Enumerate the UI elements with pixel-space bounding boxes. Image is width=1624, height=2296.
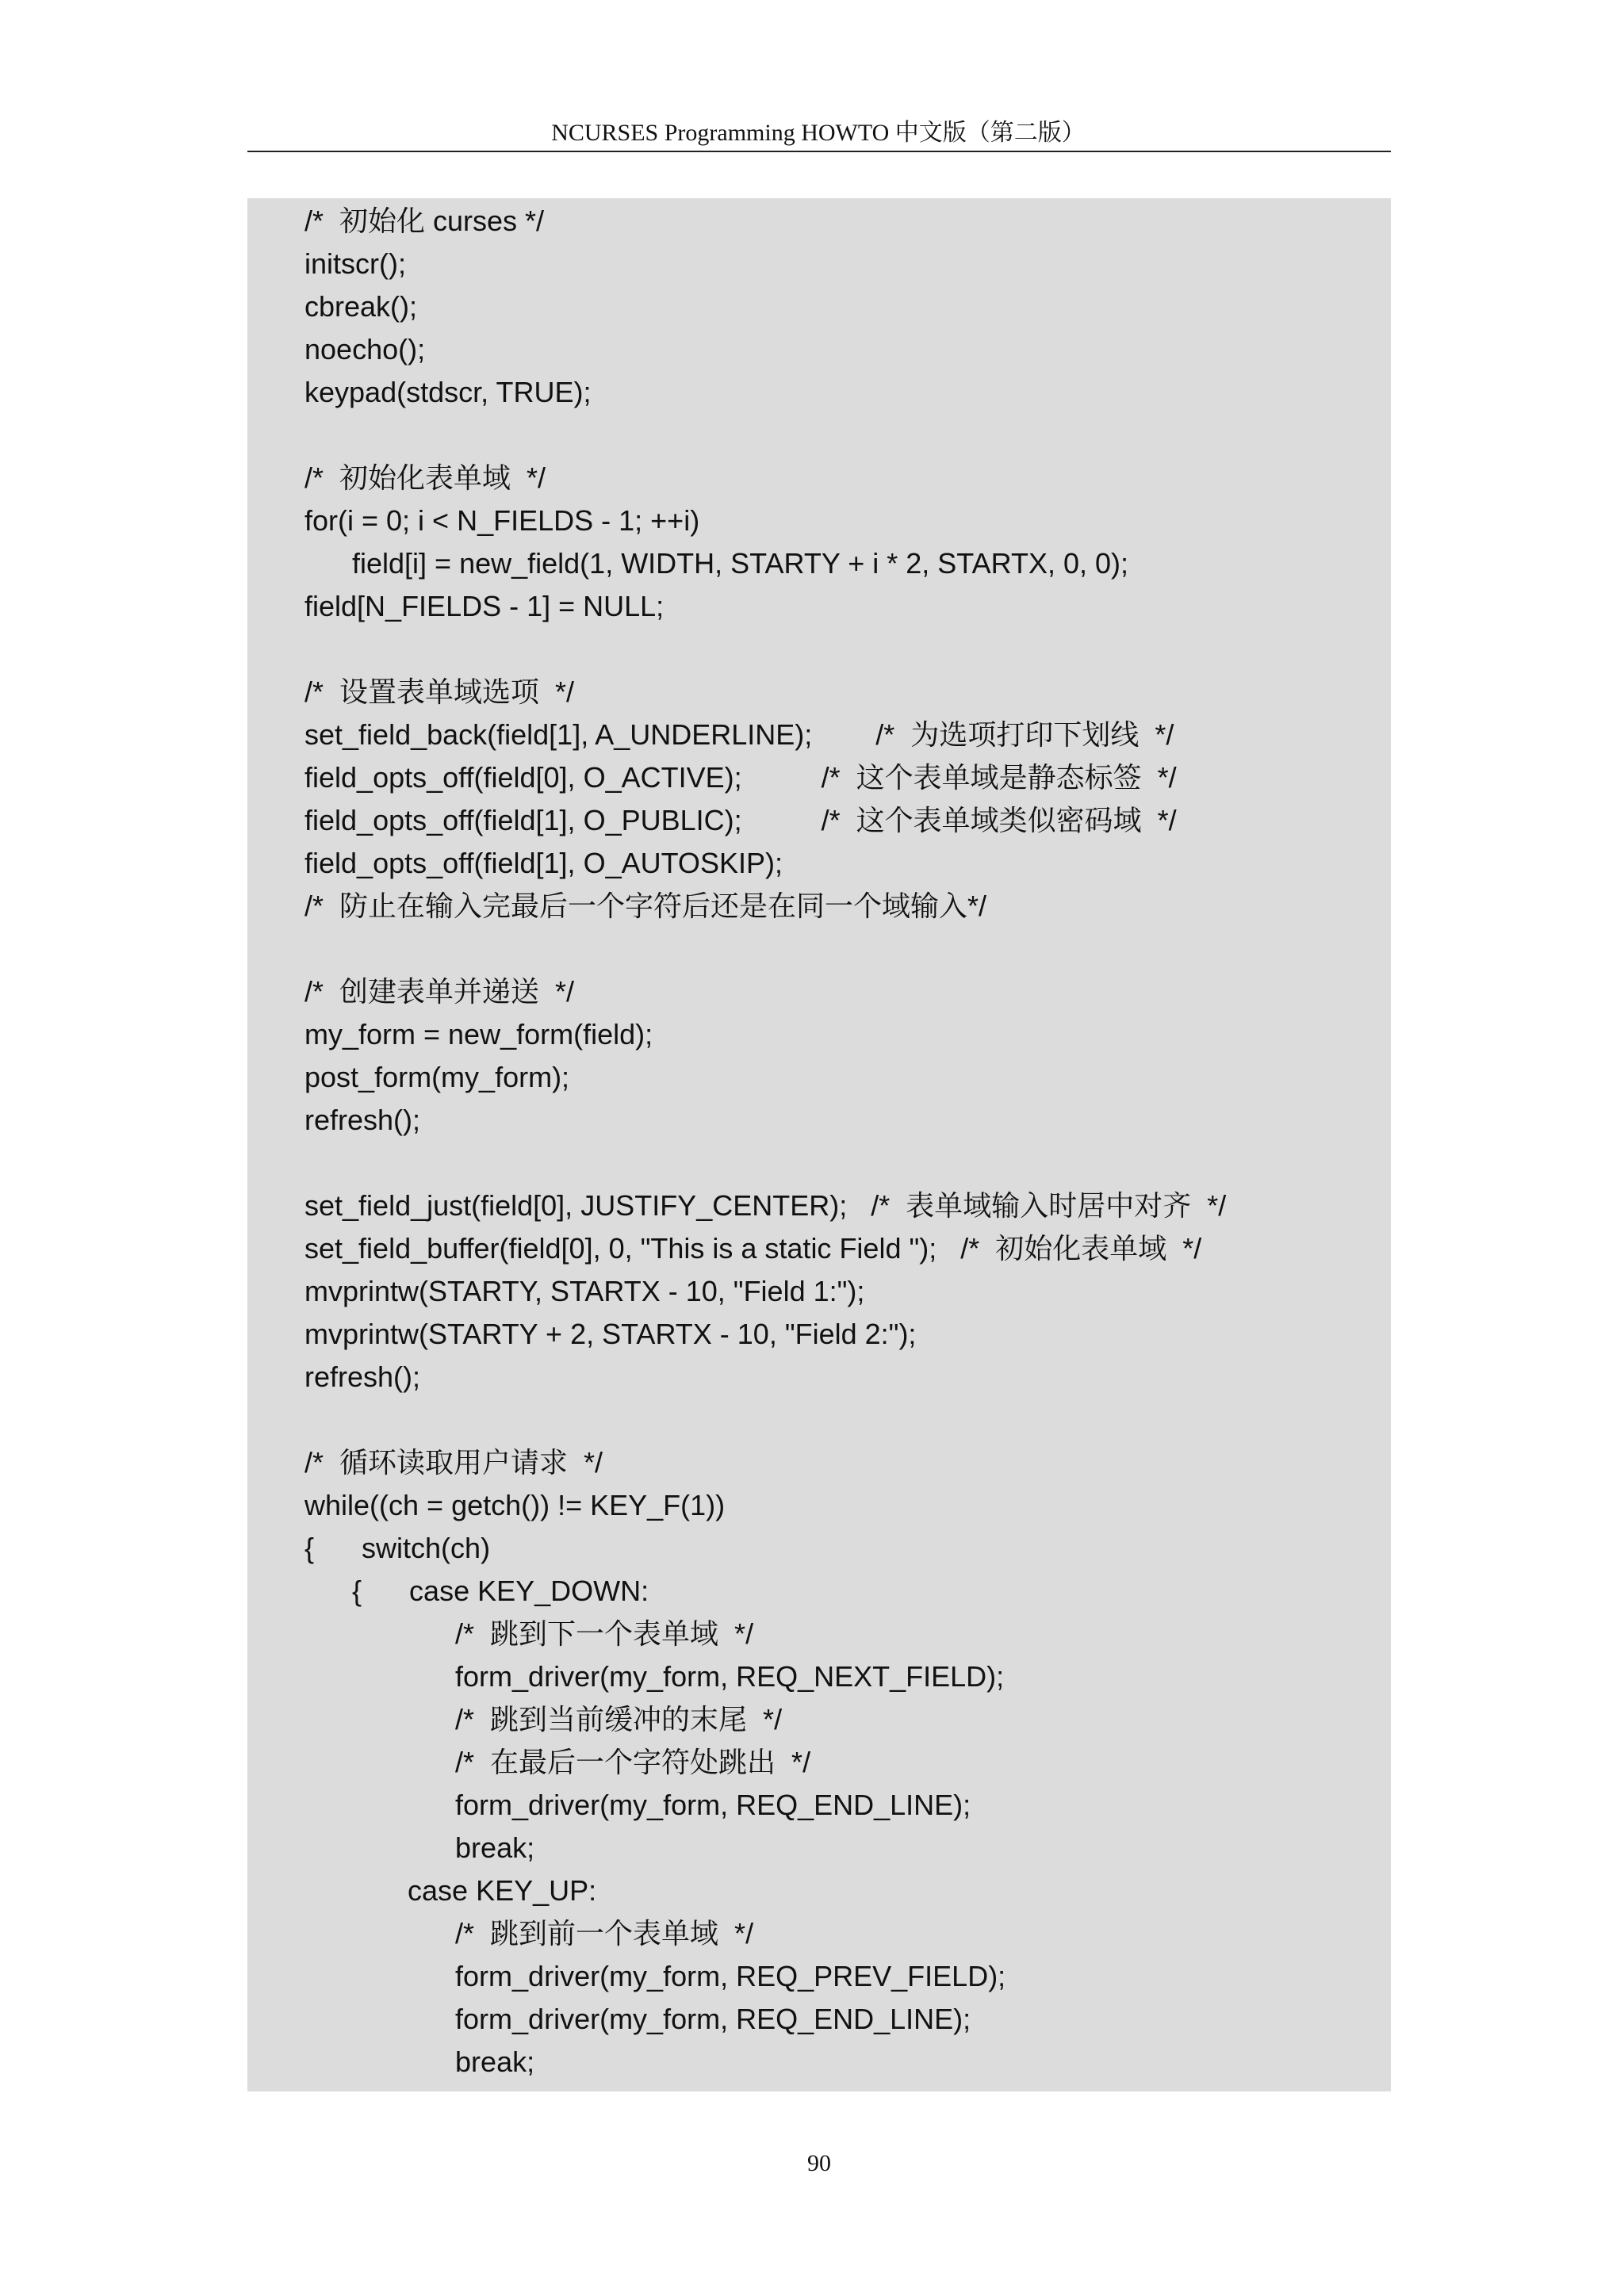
code-line: /* 初始化 curses */ bbox=[304, 205, 545, 237]
code-line bbox=[304, 414, 1383, 457]
code-line: form_driver(my_form, REQ_END_LINE); bbox=[304, 1789, 971, 1821]
code-line: my_form = new_form(field); bbox=[304, 1018, 653, 1050]
code-line: /* 创建表单并递送 */ bbox=[304, 975, 575, 1008]
code-line bbox=[304, 628, 1383, 671]
code-line: while((ch = getch()) != KEY_F(1)) bbox=[304, 1489, 726, 1521]
code-line: field_opts_off(field[1], O_PUBLIC); /* 这个表单域类似密码域 */ bbox=[304, 804, 1177, 836]
page-number: 90 bbox=[807, 2150, 831, 2176]
code-line: case KEY_UP: bbox=[304, 1874, 597, 1907]
code-line: mvprintw(STARTY + 2, STARTX - 10, "Field 2:"); bbox=[304, 1318, 917, 1350]
code-line: /* 设置表单域选项 */ bbox=[304, 675, 575, 708]
code-line: field_opts_off(field[1], O_AUTOSKIP); bbox=[304, 847, 783, 879]
code-line bbox=[304, 1399, 1383, 1441]
header-rule bbox=[247, 151, 1391, 152]
page-header-title: NCURSES Programming HOWTO 中文版（第二版） bbox=[551, 120, 1086, 146]
code-line: /* 跳到前一个表单域 */ bbox=[304, 1917, 754, 1950]
code-line: { case KEY_DOWN: bbox=[304, 1575, 649, 1607]
code-line bbox=[304, 928, 1383, 970]
code-line: /* 跳到当前缓冲的末尾 */ bbox=[304, 1703, 783, 1735]
code-line: /* 防止在输入完最后一个字符后还是在同一个域输入*/ bbox=[304, 890, 987, 922]
code-line: mvprintw(STARTY, STARTX - 10, "Field 1:"); bbox=[304, 1275, 865, 1307]
code-line: field_opts_off(field[0], O_ACTIVE); /* 这个表单域是静态标签 */ bbox=[304, 761, 1177, 794]
code-line bbox=[304, 1142, 1383, 1184]
code-line: break; bbox=[304, 1831, 535, 1864]
code-lines bbox=[304, 200, 1383, 2084]
code-line: set_field_buffer(field[0], 0, "This is a static Field "); /* 初始化表单域 */ bbox=[304, 1232, 1202, 1265]
code-line: refresh(); bbox=[304, 1360, 421, 1393]
code-line: form_driver(my_form, REQ_END_LINE); bbox=[304, 2003, 971, 2035]
code-line: /* 循环读取用户请求 */ bbox=[304, 1446, 603, 1479]
code-line: cbreak(); bbox=[304, 290, 418, 323]
code-line: field[i] = new_field(1, WIDTH, STARTY + i * 2, STARTX, 0, 0); bbox=[304, 547, 1129, 580]
code-line: /* 在最后一个字符处跳出 */ bbox=[304, 1746, 811, 1778]
code-line: set_field_back(field[1], A_UNDERLINE); /* 为选项打印下划线 */ bbox=[304, 718, 1174, 751]
code-line: { switch(ch) bbox=[304, 1532, 491, 1564]
code-line: /* 初始化表单域 */ bbox=[304, 461, 546, 494]
code-line: noecho(); bbox=[304, 333, 426, 365]
code-line: field[N_FIELDS - 1] = NULL; bbox=[304, 590, 665, 622]
code-line: form_driver(my_form, REQ_NEXT_FIELD); bbox=[304, 1660, 1005, 1693]
code-line: keypad(stdscr, TRUE); bbox=[304, 376, 592, 408]
code-line: set_field_just(field[0], JUSTIFY_CENTER); /* 表单域输入时居中对齐 */ bbox=[304, 1189, 1227, 1222]
code-line: post_form(my_form); bbox=[304, 1061, 570, 1093]
code-line: initscr(); bbox=[304, 247, 406, 280]
code-block bbox=[247, 198, 1391, 2091]
code-line: /* 跳到下一个表单域 */ bbox=[304, 1617, 754, 1650]
code-line: break; bbox=[304, 2045, 535, 2078]
code-line: form_driver(my_form, REQ_PREV_FIELD); bbox=[304, 1960, 1006, 1992]
code-line: refresh(); bbox=[304, 1104, 421, 1136]
code-line: for(i = 0; i < N_FIELDS - 1; ++i) bbox=[304, 504, 700, 537]
